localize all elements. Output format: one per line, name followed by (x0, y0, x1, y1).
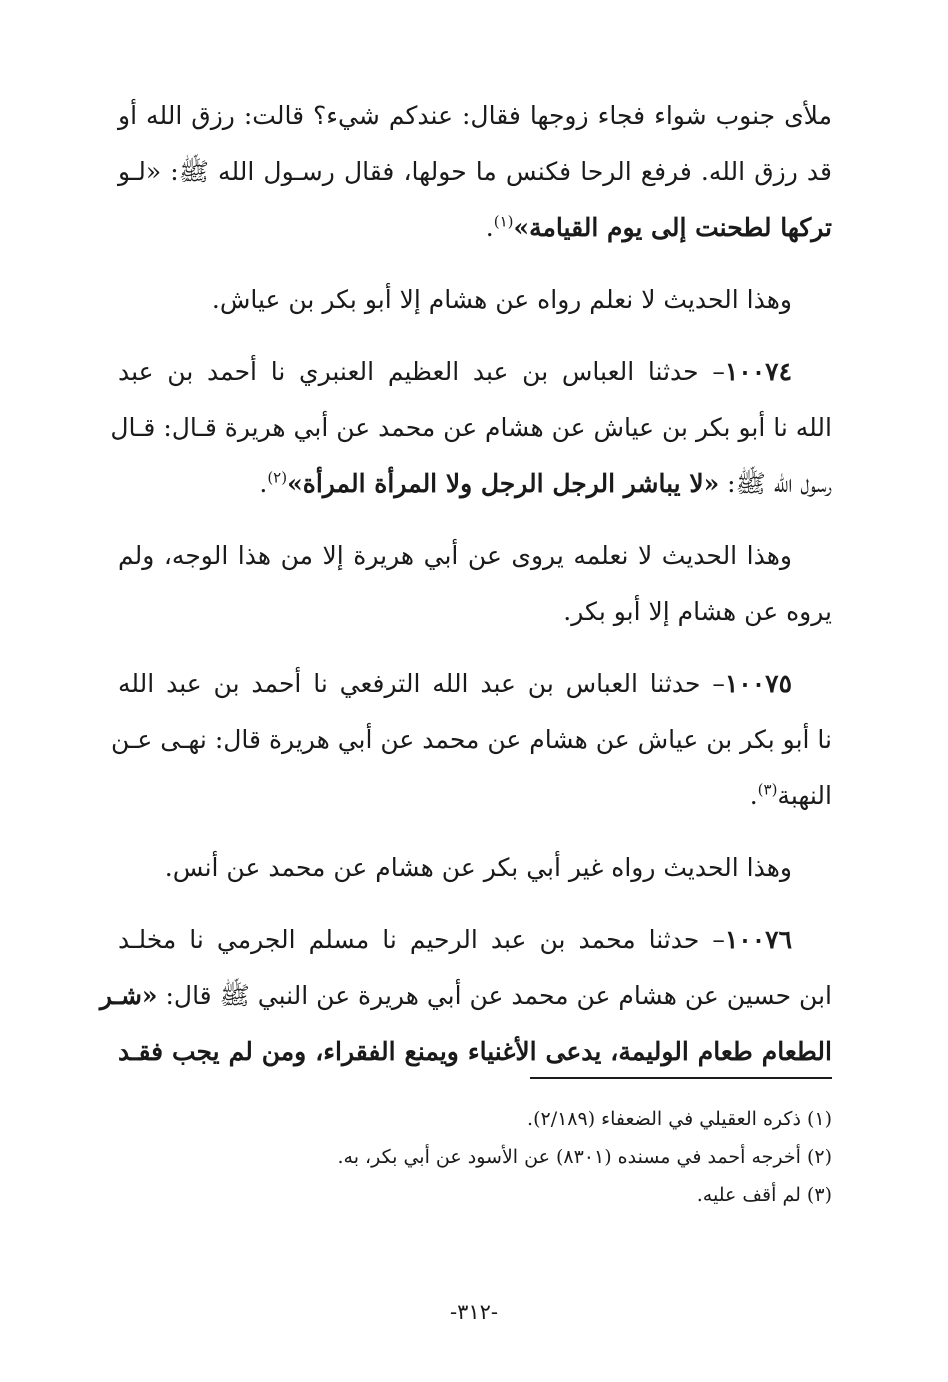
hadith-number: ١٠٠٧٤ (724, 357, 792, 386)
text-line (118, 456, 832, 512)
text-span: ابن حسين عن هشام عن محمد عن أبي هريرة عن النبي ﷺ قال: (157, 981, 832, 1010)
footnote-1: (١) ذكره العقيلي في الضعفاء (٢/١٨٩). (527, 1108, 832, 1130)
hadith-number: ١٠٠٧٥ (724, 669, 792, 698)
text-line (118, 200, 832, 256)
hadith-heading-line (118, 912, 832, 968)
footnote-separator (530, 1077, 832, 1079)
hadith-quote-line: الطعام طعام الوليمة، يدعى الأغنياء ويمنع الفقراء، ومن لم يجب فقـد (118, 1037, 832, 1066)
footnote-marker: (٣) (757, 780, 778, 799)
footnote-marker: (١) (493, 212, 514, 231)
punctuation: . (485, 213, 494, 242)
hadith-quote: «شـر (99, 981, 158, 1010)
text-span: رسول الله ﷺ: (719, 469, 832, 498)
footnotes (118, 1100, 832, 1214)
footnote-3: (٣) لم أقف عليه. (696, 1184, 832, 1206)
text-line: نا أبو بكر بن عياش عن هشام عن محمد عن أبي هريرة قال: نهـى عـن (111, 725, 832, 754)
text-line: وهذا الحديث لا نعلمه يروى عن أبي هريرة إلا من هذا الوجه، ولم (118, 541, 792, 570)
text-line (99, 968, 832, 1024)
page-body (99, 88, 832, 1080)
text-span: – حدثنا العباس بن عبد العظيم العنبري نا أحمد بن عبد (118, 357, 725, 386)
hadith-quote: تركها لطحنت إلى يوم القيامة» (513, 213, 832, 242)
punctuation: . (749, 781, 758, 810)
text-line: وهذا الحديث رواه غير أبي بكر عن هشام عن محمد عن أنس. (164, 853, 792, 882)
text-span: – حدثنا العباس بن عبد الله الترفعي نا أحمد بن عبد الله (118, 669, 725, 698)
page-number: -٣١٢- (449, 1300, 499, 1324)
text-span: النهبة (777, 781, 832, 810)
punctuation: . (259, 469, 268, 498)
text-line: يروه عن هشام إلا أبو بكر. (563, 597, 832, 626)
text-line: قد رزق الله. فرفع الرحا فكنس ما حولها، فقال رسـول الله ﷺ: «لـو (118, 157, 832, 186)
hadith-quote: «لا يباشر الرجل الرجل ولا المرأة المرأة» (287, 469, 720, 498)
text-line: الله نا أبو بكر بن عياش عن هشام عن محمد عن أبي هريرة قـال: قـال (110, 413, 832, 442)
text-span: – حدثنا محمد بن عبد الرحيم نا مسلم الجرمي نا مخلـد (118, 925, 725, 954)
hadith-heading-line (118, 656, 832, 712)
text-line: وهذا الحديث لا نعلم رواه عن هشام إلا أبو بكر بن عياش. (211, 285, 792, 314)
footnote-2: (٢) أخرجه أحمد في مسنده (٨٣٠١) عن الأسود عن أبي بكر، به. (337, 1146, 832, 1168)
hadith-heading-line (118, 344, 832, 400)
text-line (118, 768, 832, 824)
footnote-marker: (٢) (267, 468, 288, 487)
hadith-number: ١٠٠٧٦ (724, 925, 792, 954)
text-line: ملأى جنوب شواء فجاء زوجها فقال: عندكم شيء؟ قالت: رزق الله أو (118, 101, 832, 130)
